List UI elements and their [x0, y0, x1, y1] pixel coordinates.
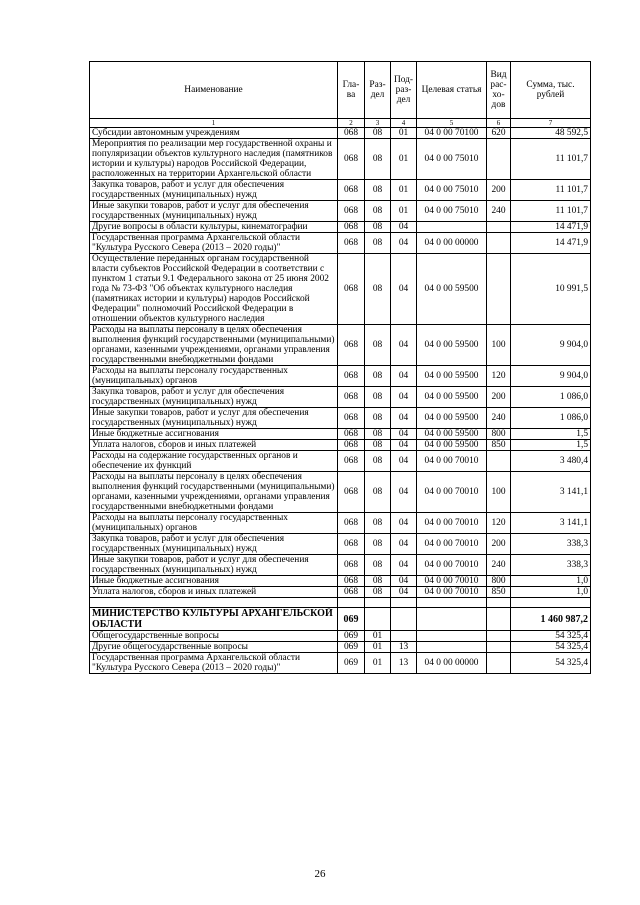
- row-target: 04 0 00 70010: [417, 587, 487, 598]
- column-number: 7: [511, 119, 591, 128]
- row-podrazdel: 04: [391, 576, 417, 587]
- row-sum: 338,3: [511, 555, 591, 576]
- row-name: Уплата налогов, сборов и иных платежей: [90, 440, 338, 451]
- row-razdel: 08: [365, 408, 391, 429]
- row-sum: 14 471,9: [511, 222, 591, 233]
- row-target: 04 0 00 70010: [417, 513, 487, 534]
- row-podrazdel: [391, 631, 417, 642]
- row-name: Государственная программа Архангельской области "Культура Русского Севера (2013 – 2020 годы)": [90, 653, 338, 674]
- page-number: 26: [314, 868, 326, 880]
- table-row: [90, 201, 591, 222]
- row-razdel: 08: [365, 366, 391, 387]
- table-row: [90, 534, 591, 555]
- row-name: Другие общегосударственные вопросы: [90, 642, 338, 653]
- row-name: Иные бюджетные ассигнования: [90, 429, 338, 440]
- row-vid: 850: [487, 440, 511, 451]
- table-row: [90, 555, 591, 576]
- row-name: Закупка товаров, работ и услуг для обеспечения государственных (муниципальных) нужд: [90, 387, 338, 408]
- row-podrazdel: 04: [391, 366, 417, 387]
- row-glava: 068: [338, 513, 365, 534]
- column-number-row: [90, 119, 591, 128]
- row-glava: 068: [338, 440, 365, 451]
- row-vid: 800: [487, 429, 511, 440]
- col-podrazdel-header: Под-раз-дел: [391, 62, 417, 119]
- table-row: [90, 451, 591, 472]
- row-vid: [487, 222, 511, 233]
- row-sum: 1,5: [511, 429, 591, 440]
- row-glava: 068: [338, 555, 365, 576]
- row-name: Расходы на выплаты персоналу в целях обеспечения выполнения функций государственными (муниципальными) органами, казенными учреждениями, органами управления государственными внебюджетными фондами: [90, 472, 338, 513]
- row-podrazdel: 04: [391, 325, 417, 366]
- row-name: Субсидии автономным учреждениям: [90, 128, 338, 139]
- row-razdel: 08: [365, 440, 391, 451]
- row-vid: 200: [487, 387, 511, 408]
- table-row: [90, 222, 591, 233]
- row-name: Государственная программа Архангельской области "Культура Русского Севера (2013 – 2020 годы)": [90, 233, 338, 254]
- row-name: Расходы на выплаты персоналу в целях обеспечения выполнения функций государственными (муниципальными) органами, казенными учреждениями, органами управления государственными внебюджетными фондами: [90, 325, 338, 366]
- row-name: Уплата налогов, сборов и иных платежей: [90, 587, 338, 598]
- ministry-name: МИНИСТЕРСТВО КУЛЬТУРЫ АРХАНГЕЛЬСКОЙ ОБЛАСТИ: [90, 608, 338, 631]
- table-row: [90, 587, 591, 598]
- row-razdel: 08: [365, 387, 391, 408]
- row-vid: 240: [487, 555, 511, 576]
- row-podrazdel: 04: [391, 408, 417, 429]
- row-razdel: 08: [365, 201, 391, 222]
- row-razdel: 01: [365, 642, 391, 653]
- row-target: 04 0 00 70010: [417, 451, 487, 472]
- row-vid: 850: [487, 587, 511, 598]
- col-glava-header: Гла-ва: [338, 62, 365, 119]
- column-number: 1: [90, 119, 338, 128]
- row-razdel: 08: [365, 254, 391, 325]
- row-glava: 068: [338, 366, 365, 387]
- table-row: [90, 139, 591, 180]
- row-vid: 620: [487, 128, 511, 139]
- row-sum: 1,0: [511, 576, 591, 587]
- row-podrazdel: 01: [391, 139, 417, 180]
- row-glava: 068: [338, 254, 365, 325]
- row-podrazdel: 01: [391, 201, 417, 222]
- row-target: 04 0 00 59500: [417, 429, 487, 440]
- row-sum: 1,5: [511, 440, 591, 451]
- row-vid: 240: [487, 201, 511, 222]
- table-row: [90, 325, 591, 366]
- row-sum: 1 086,0: [511, 408, 591, 429]
- row-razdel: 08: [365, 576, 391, 587]
- row-podrazdel: 13: [391, 653, 417, 674]
- row-razdel: 08: [365, 587, 391, 598]
- row-sum: 10 991,5: [511, 254, 591, 325]
- row-podrazdel: 01: [391, 180, 417, 201]
- row-sum: 54 325,4: [511, 653, 591, 674]
- row-vid: [487, 254, 511, 325]
- row-target: [417, 642, 487, 653]
- row-podrazdel: 04: [391, 451, 417, 472]
- table-row: [90, 576, 591, 587]
- column-number: 6: [487, 119, 511, 128]
- row-vid: 200: [487, 534, 511, 555]
- row-target: [417, 222, 487, 233]
- row-name: Общегосударственные вопросы: [90, 631, 338, 642]
- row-razdel: 08: [365, 233, 391, 254]
- row-name: Расходы на выплаты персоналу государственных (муниципальных) органов: [90, 513, 338, 534]
- row-sum: 1,0: [511, 587, 591, 598]
- row-target: 04 0 00 59500: [417, 366, 487, 387]
- row-razdel: 08: [365, 128, 391, 139]
- row-podrazdel: 04: [391, 513, 417, 534]
- row-sum: 9 904,0: [511, 366, 591, 387]
- row-name: Осуществление переданных органам государственной власти субъектов Российской Федерации в соответствии с пунктом 1 статьи 9.1 Федерального закона от 25 июня 2002 года № 73-ФЗ "Об объектах культурного наследия (памятниках истории и культуры) народов Российской Федерации" полномочий Российской Федерации в отношении объектов культурного наследия: [90, 254, 338, 325]
- table-row: [90, 387, 591, 408]
- budget-table: [89, 61, 591, 674]
- row-glava: 068: [338, 387, 365, 408]
- row-target: 04 0 00 59500: [417, 408, 487, 429]
- row-vid: 120: [487, 366, 511, 387]
- row-glava: 068: [338, 587, 365, 598]
- row-name: Иные бюджетные ассигнования: [90, 576, 338, 587]
- row-target: 04 0 00 70010: [417, 555, 487, 576]
- row-sum: 11 101,7: [511, 180, 591, 201]
- row-target: 04 0 00 59500: [417, 387, 487, 408]
- row-glava: 068: [338, 576, 365, 587]
- row-target: 04 0 00 75010: [417, 201, 487, 222]
- row-name: Расходы на выплаты персоналу государственных (муниципальных) органов: [90, 366, 338, 387]
- row-podrazdel: 04: [391, 534, 417, 555]
- header-row: [90, 62, 591, 119]
- row-glava: 068: [338, 222, 365, 233]
- row-sum: 14 471,9: [511, 233, 591, 254]
- table-row: [90, 642, 591, 653]
- row-podrazdel: 04: [391, 587, 417, 598]
- row-sum: 11 101,7: [511, 139, 591, 180]
- table-row: [90, 366, 591, 387]
- row-razdel: 01: [365, 631, 391, 642]
- column-number: 2: [338, 119, 365, 128]
- row-sum: 48 592,5: [511, 128, 591, 139]
- row-glava: 069: [338, 642, 365, 653]
- row-target: 04 0 00 70010: [417, 534, 487, 555]
- row-podrazdel: 04: [391, 429, 417, 440]
- row-podrazdel: 04: [391, 472, 417, 513]
- col-razdel-header: Раз-дел: [365, 62, 391, 119]
- row-glava: 068: [338, 180, 365, 201]
- row-razdel: 08: [365, 555, 391, 576]
- row-vid: [487, 631, 511, 642]
- blank-row: [90, 598, 591, 608]
- row-glava: 068: [338, 139, 365, 180]
- row-sum: 1 086,0: [511, 387, 591, 408]
- table-row: [90, 429, 591, 440]
- row-podrazdel: 04: [391, 387, 417, 408]
- column-number: 3: [365, 119, 391, 128]
- table-row: [90, 472, 591, 513]
- row-podrazdel: 04: [391, 555, 417, 576]
- row-vid: [487, 653, 511, 674]
- table-row: [90, 440, 591, 451]
- table-row: [90, 408, 591, 429]
- table-row: [90, 128, 591, 139]
- row-glava: 069: [338, 631, 365, 642]
- row-glava: 068: [338, 451, 365, 472]
- col-vid-header: Вид рас-хо-дов: [487, 62, 511, 119]
- row-target: 04 0 00 70010: [417, 576, 487, 587]
- column-number: 4: [391, 119, 417, 128]
- row-name: Иные закупки товаров, работ и услуг для обеспечения государственных (муниципальных) нужд: [90, 555, 338, 576]
- row-razdel: 08: [365, 222, 391, 233]
- row-target: 04 0 00 00000: [417, 233, 487, 254]
- row-name: Расходы на содержание государственных органов и обеспечение их функций: [90, 451, 338, 472]
- row-name: Закупка товаров, работ и услуг для обеспечения государственных (муниципальных) нужд: [90, 534, 338, 555]
- row-sum: 3 480,4: [511, 451, 591, 472]
- ministry-glava: 069: [338, 608, 365, 631]
- row-vid: 100: [487, 325, 511, 366]
- row-razdel: 01: [365, 653, 391, 674]
- row-target: 04 0 00 59500: [417, 440, 487, 451]
- row-target: 04 0 00 70100: [417, 128, 487, 139]
- row-target: 04 0 00 75010: [417, 139, 487, 180]
- column-number: 5: [417, 119, 487, 128]
- row-razdel: 08: [365, 472, 391, 513]
- row-sum: 3 141,1: [511, 513, 591, 534]
- row-podrazdel: 04: [391, 233, 417, 254]
- row-glava: 068: [338, 408, 365, 429]
- row-vid: [487, 451, 511, 472]
- row-podrazdel: 04: [391, 222, 417, 233]
- table-row: [90, 233, 591, 254]
- ministry-sum: 1 460 987,2: [511, 608, 591, 631]
- row-vid: 800: [487, 576, 511, 587]
- row-vid: 240: [487, 408, 511, 429]
- table-row: [90, 631, 591, 642]
- row-razdel: 08: [365, 534, 391, 555]
- row-target: 04 0 00 59500: [417, 254, 487, 325]
- row-razdel: 08: [365, 429, 391, 440]
- row-razdel: 08: [365, 325, 391, 366]
- row-podrazdel: 04: [391, 254, 417, 325]
- table-row: [90, 254, 591, 325]
- row-name: Другие вопросы в области культуры, кинематографии: [90, 222, 338, 233]
- row-target: 04 0 00 59500: [417, 325, 487, 366]
- table-row: [90, 513, 591, 534]
- col-sum-header: Сумма, тыс. рублей: [511, 62, 591, 119]
- row-target: 04 0 00 00000: [417, 653, 487, 674]
- row-vid: 200: [487, 180, 511, 201]
- table-row: [90, 180, 591, 201]
- row-glava: 068: [338, 534, 365, 555]
- row-sum: 54 325,4: [511, 631, 591, 642]
- row-razdel: 08: [365, 139, 391, 180]
- row-podrazdel: 01: [391, 128, 417, 139]
- row-vid: [487, 233, 511, 254]
- row-glava: 068: [338, 472, 365, 513]
- row-glava: 068: [338, 201, 365, 222]
- row-podrazdel: 13: [391, 642, 417, 653]
- row-vid: [487, 139, 511, 180]
- row-vid: [487, 642, 511, 653]
- row-name: Иные закупки товаров, работ и услуг для обеспечения государственных (муниципальных) нужд: [90, 201, 338, 222]
- row-sum: 11 101,7: [511, 201, 591, 222]
- row-sum: 9 904,0: [511, 325, 591, 366]
- row-name: Закупка товаров, работ и услуг для обеспечения государственных (муниципальных) нужд: [90, 180, 338, 201]
- row-razdel: 08: [365, 180, 391, 201]
- row-podrazdel: 04: [391, 440, 417, 451]
- row-razdel: 08: [365, 513, 391, 534]
- row-sum: 54 325,4: [511, 642, 591, 653]
- row-vid: 100: [487, 472, 511, 513]
- row-glava: 068: [338, 429, 365, 440]
- row-sum: 3 141,1: [511, 472, 591, 513]
- row-name: Мероприятия по реализации мер государственной охраны и популяризации объектов культурного наследия (памятников истории и культуры) народов Российской Федерации, расположенных на территории Архангельской области: [90, 139, 338, 180]
- row-name: Иные закупки товаров, работ и услуг для обеспечения государственных (муниципальных) нужд: [90, 408, 338, 429]
- row-target: [417, 631, 487, 642]
- col-target-header: Целевая статья: [417, 62, 487, 119]
- col-name-header: Наименование: [90, 62, 338, 119]
- row-vid: 120: [487, 513, 511, 534]
- row-target: 04 0 00 70010: [417, 472, 487, 513]
- row-target: 04 0 00 75010: [417, 180, 487, 201]
- row-glava: 068: [338, 325, 365, 366]
- ministry-row: [90, 608, 591, 631]
- row-glava: 069: [338, 653, 365, 674]
- row-glava: 068: [338, 128, 365, 139]
- table-row: [90, 653, 591, 674]
- row-glava: 068: [338, 233, 365, 254]
- row-razdel: 08: [365, 451, 391, 472]
- row-sum: 338,3: [511, 534, 591, 555]
